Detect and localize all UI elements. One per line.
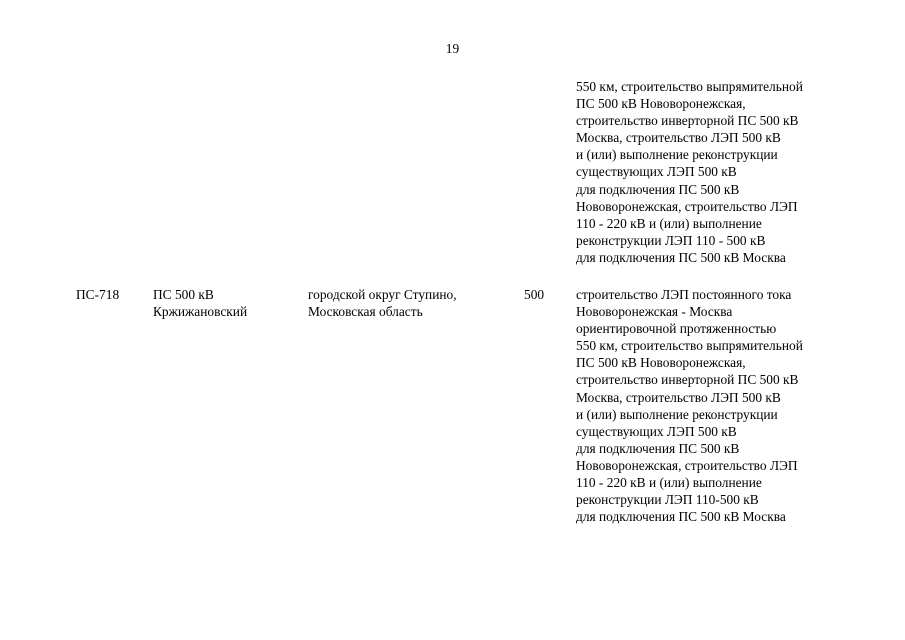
description-line: строительство инверторной ПС 500 кВ	[576, 372, 799, 388]
location-line: городской округ Ступино,	[308, 287, 457, 302]
description-line: для подключения ПС 500 кВ Москва	[576, 509, 786, 525]
description-line: реконструкции ЛЭП 110 - 500 кВ	[576, 232, 766, 248]
description-line: реконструкции ЛЭП 110-500 кВ	[576, 492, 759, 508]
description-line: Нововоронежская, строительство ЛЭП	[576, 457, 798, 473]
description-cell	[576, 286, 803, 525]
description-line: существующих ЛЭП 500 кВ	[576, 164, 737, 180]
description-line: для подключения ПС 500 кВ	[576, 440, 740, 456]
continued-description-cell	[576, 78, 803, 266]
description-line: 550 км, строительство выпрямительной	[576, 79, 803, 94]
description-line: Нововоронежская - Москва	[576, 304, 733, 320]
description-line: существующих ЛЭП 500 кВ	[576, 423, 737, 439]
description-line: ориентировочной протяженностью	[576, 321, 777, 337]
description-line: строительство ЛЭП постоянного тока	[576, 287, 792, 302]
description-line: 110 - 220 кВ и (или) выполнение	[576, 475, 762, 491]
description-line: 110 - 220 кВ и (или) выполнение	[576, 215, 762, 231]
description-line: для подключения ПС 500 кВ	[576, 181, 740, 197]
description-line: ПС 500 кВ Нововоронежская,	[576, 96, 746, 112]
description-line: ПС 500 кВ Нововоронежская,	[576, 355, 746, 371]
substation-name-cell	[153, 286, 247, 320]
voltage-cell: 500	[524, 287, 545, 302]
page-number: 19	[445, 41, 460, 56]
name-line: ПС 500 кВ	[153, 287, 214, 302]
description-line: и (или) выполнение реконструкции	[576, 147, 778, 163]
description-line: Москва, строительство ЛЭП 500 кВ	[576, 130, 781, 146]
description-line: 550 км, строительство выпрямительной	[576, 338, 803, 354]
location-line: Московская область	[308, 304, 423, 320]
description-line: Нововоронежская, строительство ЛЭП	[576, 198, 798, 214]
description-line: Москва, строительство ЛЭП 500 кВ	[576, 389, 781, 405]
location-cell	[308, 286, 457, 320]
description-line: и (или) выполнение реконструкции	[576, 406, 778, 422]
substation-code-cell: ПС-718	[76, 287, 120, 302]
name-line: Кржижановский	[153, 304, 248, 320]
description-line: для подключения ПС 500 кВ Москва	[576, 249, 786, 265]
description-line: строительство инверторной ПС 500 кВ	[576, 113, 799, 129]
